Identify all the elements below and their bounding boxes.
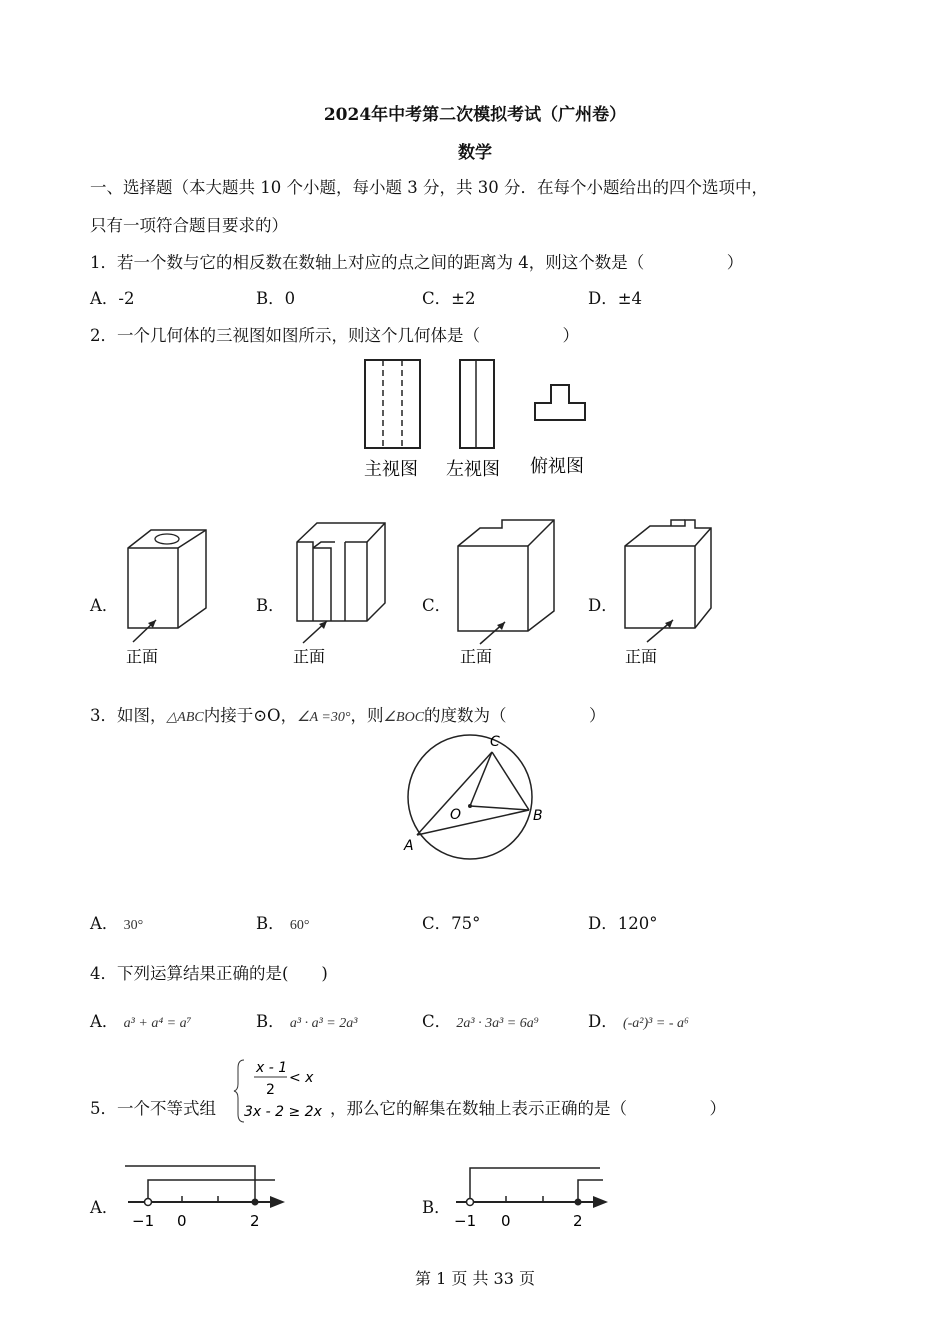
q1-option-b[interactable]: B．0 [256, 289, 296, 308]
q5-number-line-a [120, 1158, 295, 1234]
top-view-label: 俯视图 [530, 456, 584, 477]
q1-option-c[interactable]: C．±2 [422, 289, 476, 308]
front-label-a: 正面 [126, 647, 159, 666]
ineq1-numerator: x - 1 [256, 1060, 288, 1076]
ineq1-denominator: 2 [266, 1082, 275, 1098]
axis-label-0-a: 0 [177, 1212, 187, 1230]
q3-angle-a: ∠A =30° [297, 710, 351, 725]
q5-option-a[interactable]: A． [90, 1198, 119, 1217]
section-instruction-line1: 一、选择题（本大题共 10 个小题，每小题 3 分，共 30 分．在每个小题给出的四个选项中， [90, 178, 768, 197]
q4-option-b[interactable]: B． a³ · a³ = 2a³ [256, 1012, 358, 1031]
front-label-b: 正面 [293, 647, 326, 666]
page-number: 第 1 页 共 33 页 [415, 1269, 535, 1288]
point-o-label: O [450, 807, 462, 823]
front-label-c: 正面 [460, 647, 493, 666]
circle-triangle-figure [395, 728, 555, 863]
q5-option-b[interactable]: B． [422, 1198, 451, 1217]
q2-option-a[interactable]: A． [90, 596, 119, 615]
top-view [535, 385, 585, 420]
q4-option-a[interactable]: A． a³ + a⁴ = a⁷ [90, 1012, 192, 1031]
q5-suffix: ，那么它的解集在数轴上表示正确的是（ ） [330, 1099, 726, 1118]
q3-option-b[interactable]: B． 60° [256, 914, 310, 933]
q5-inequality-system [232, 1056, 332, 1126]
q3-suffix: 的度数为（ ） [424, 706, 606, 725]
q1-option-a[interactable]: A．-2 [90, 289, 135, 308]
q2-solid-c [450, 516, 560, 670]
front-label-d: 正面 [625, 647, 658, 666]
axis-label-neg1-b: −1 [454, 1212, 477, 1230]
ineq2: 3x - 2 ≥ 2x [244, 1104, 322, 1120]
q4-option-c[interactable]: C． 2a³ · 3a³ = 6a⁹ [422, 1012, 539, 1031]
subject-title: 数学 [458, 143, 492, 163]
q2-solid-b [285, 518, 390, 670]
q1-stem: 1．若一个数与它的相反数在数轴上对应的点之间的距离为 4，则这个数是（ ） [90, 253, 744, 272]
q3-option-a[interactable]: A． 30° [90, 914, 144, 933]
main-view-label: 主视图 [364, 459, 418, 480]
axis-label-2-a: 2 [250, 1212, 260, 1230]
q3-prefix: 3．如图， [90, 706, 167, 725]
axis-label-neg1-a: −1 [132, 1212, 155, 1230]
q2-solid-d [615, 516, 720, 670]
q3-option-d[interactable]: D．120° [588, 914, 658, 933]
q3-stem [90, 702, 606, 726]
q4-option-d[interactable]: D． (-a²)³ = - a⁶ [588, 1012, 689, 1031]
q5-number-line-b [448, 1158, 623, 1234]
q2-option-c[interactable]: C． [422, 596, 452, 615]
three-views-figure [350, 350, 610, 485]
point-c-label: C [490, 734, 500, 750]
q2-solid-a [118, 520, 218, 670]
q3-mid1: 内接于⊙O， [203, 706, 298, 725]
axis-label-2-b: 2 [573, 1212, 583, 1230]
left-view-label: 左视图 [446, 459, 500, 480]
q5-prefix: 5．一个不等式组 [90, 1099, 216, 1118]
q3-mid2: ，则 [350, 706, 384, 725]
main-view [365, 360, 420, 448]
q3-angle-boc: ∠BOC [383, 710, 425, 725]
q3-option-c[interactable]: C．75° [422, 914, 481, 933]
q2-option-b[interactable]: B． [256, 596, 285, 615]
point-a-label: A [404, 838, 414, 854]
section-instruction-line2: 只有一项符合题目要求的） [90, 216, 288, 235]
q4-stem: 4．下列运算结果正确的是( ) [90, 964, 328, 983]
point-b-label: B [533, 808, 543, 824]
q2-option-d[interactable]: D． [588, 596, 618, 615]
ineq1-rhs: < x [289, 1070, 314, 1086]
q1-option-d[interactable]: D．±4 [588, 289, 643, 308]
q2-stem: 2．一个几何体的三视图如图所示，则这个几何体是（ ） [90, 326, 579, 345]
left-view [460, 360, 494, 448]
q3-triangle: △ABC [166, 710, 204, 725]
exam-title: 2024年中考第二次模拟考试（广州卷） [323, 105, 627, 125]
axis-label-0-b: 0 [501, 1212, 511, 1230]
